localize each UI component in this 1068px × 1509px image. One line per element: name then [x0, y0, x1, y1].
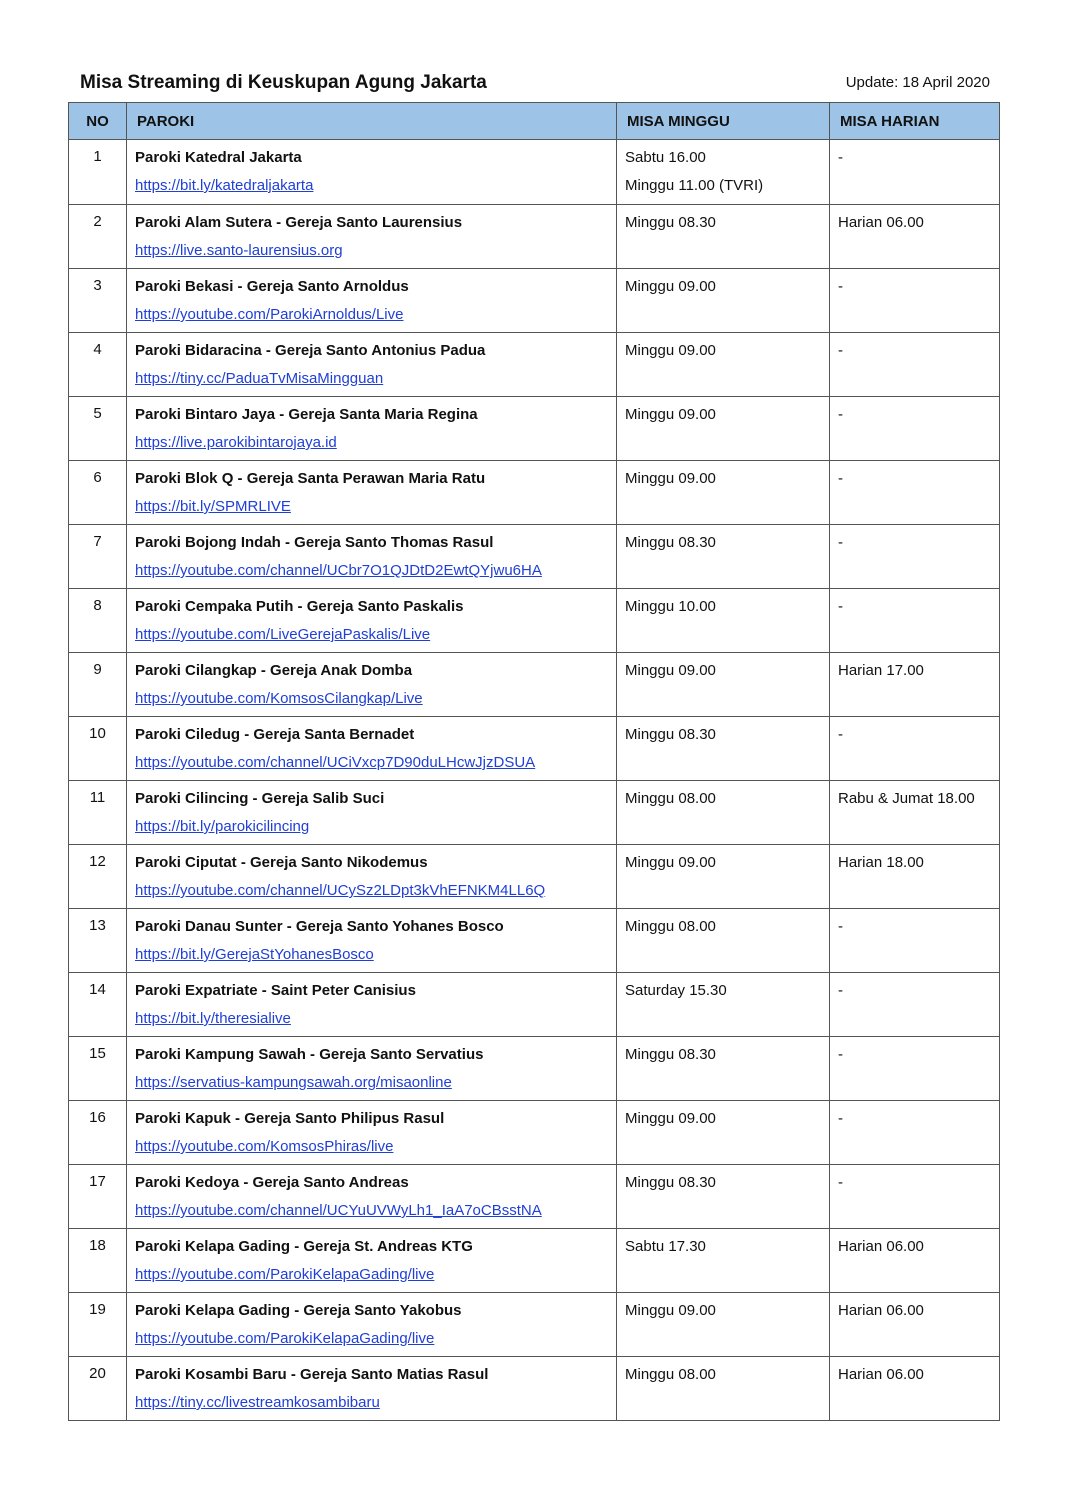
stream-link[interactable]: https://live.santo-laurensius.org	[135, 242, 343, 259]
misa-harian-cell	[830, 1165, 1000, 1229]
misa-harian-cell	[830, 781, 1000, 845]
table-row	[69, 717, 1000, 781]
paroki-name: Paroki Kapuk - Gereja Santo Philipus Rasul	[135, 1110, 445, 1127]
stream-link[interactable]: https://youtube.com/KomsosCilangkap/Live	[135, 690, 423, 707]
misa-minggu-cell	[617, 205, 830, 269]
row-number: 5	[69, 397, 127, 461]
misa-harian-cell	[830, 1101, 1000, 1165]
paroki-cell	[127, 845, 617, 909]
row-number: 14	[69, 973, 127, 1037]
table-row	[69, 589, 1000, 653]
paroki-name: Paroki Bojong Indah - Gereja Santo Thomas Rasul	[135, 534, 494, 551]
paroki-cell	[127, 397, 617, 461]
misa-minggu-time: Minggu 09.00	[625, 854, 716, 871]
paroki-cell	[127, 653, 617, 717]
misa-harian-time: -	[838, 1110, 843, 1127]
table-row	[69, 525, 1000, 589]
header-no: NO	[69, 103, 127, 140]
row-number: 18	[69, 1229, 127, 1293]
misa-harian-cell	[830, 397, 1000, 461]
misa-minggu-time: Sabtu 17.30	[625, 1238, 706, 1255]
row-number: 8	[69, 589, 127, 653]
header-misa-harian: MISA HARIAN	[830, 103, 1000, 140]
misa-streaming-table	[68, 102, 1000, 1421]
misa-harian-time: Harian 06.00	[838, 1302, 924, 1319]
row-number: 1	[69, 140, 127, 205]
paroki-cell	[127, 140, 617, 205]
paroki-name: Paroki Kelapa Gading - Gereja St. Andreas KTG	[135, 1238, 473, 1255]
misa-harian-cell	[830, 269, 1000, 333]
paroki-cell	[127, 589, 617, 653]
misa-minggu-cell	[617, 525, 830, 589]
stream-link[interactable]: https://bit.ly/theresialive	[135, 1010, 291, 1027]
row-number: 19	[69, 1293, 127, 1357]
row-number: 6	[69, 461, 127, 525]
paroki-cell	[127, 1101, 617, 1165]
misa-minggu-cell	[617, 461, 830, 525]
misa-minggu-time: Minggu 09.00	[625, 406, 716, 423]
stream-link[interactable]: https://youtube.com/ParokiKelapaGading/live	[135, 1266, 435, 1283]
misa-minggu-cell	[617, 973, 830, 1037]
header-misa-minggu: MISA MINGGU	[617, 103, 830, 140]
stream-link[interactable]: https://youtube.com/channel/UCYuUVWyLh1_IaA7oCBsstNA	[135, 1202, 542, 1219]
table-row	[69, 1357, 1000, 1421]
misa-minggu-cell	[617, 397, 830, 461]
paroki-cell	[127, 525, 617, 589]
row-number: 17	[69, 1165, 127, 1229]
misa-harian-time: -	[838, 278, 843, 295]
table-row	[69, 269, 1000, 333]
misa-minggu-cell	[617, 653, 830, 717]
paroki-name: Paroki Bidaracina - Gereja Santo Antonius Padua	[135, 342, 486, 359]
paroki-name: Paroki Danau Sunter - Gereja Santo Yohanes Bosco	[135, 918, 504, 935]
misa-minggu-cell	[617, 1357, 830, 1421]
misa-harian-time: -	[838, 470, 843, 487]
misa-harian-time: Harian 06.00	[838, 1238, 924, 1255]
misa-minggu-cell	[617, 269, 830, 333]
stream-link[interactable]: https://youtube.com/channel/UCySz2LDpt3kVhEFNKM4LL6Q	[135, 882, 546, 899]
paroki-name: Paroki Expatriate - Saint Peter Canisius	[135, 982, 416, 999]
table-row	[69, 397, 1000, 461]
stream-link[interactable]: https://youtube.com/channel/UCiVxcp7D90duLHcwJjzDSUA	[135, 754, 536, 771]
misa-harian-time: -	[838, 598, 843, 615]
paroki-name: Paroki Kampung Sawah - Gereja Santo Servatius	[135, 1046, 484, 1063]
misa-harian-time: Rabu & Jumat 18.00	[838, 790, 975, 807]
paroki-cell	[127, 1357, 617, 1421]
misa-harian-time: Harian 06.00	[838, 1366, 924, 1383]
paroki-cell	[127, 1229, 617, 1293]
misa-harian-cell	[830, 1229, 1000, 1293]
misa-minggu-cell	[617, 1037, 830, 1101]
row-number: 3	[69, 269, 127, 333]
stream-link[interactable]: https://servatius-kampungsawah.org/misaonline	[135, 1074, 452, 1091]
misa-harian-cell	[830, 461, 1000, 525]
stream-link[interactable]: https://bit.ly/katedraljakarta	[135, 177, 314, 194]
misa-harian-cell	[830, 589, 1000, 653]
misa-harian-cell	[830, 845, 1000, 909]
paroki-cell	[127, 781, 617, 845]
misa-minggu-time: Minggu 09.00	[625, 342, 716, 359]
misa-harian-time: -	[838, 149, 843, 166]
table-row	[69, 1293, 1000, 1357]
paroki-name: Paroki Katedral Jakarta	[135, 149, 302, 166]
table-row	[69, 1037, 1000, 1101]
misa-minggu-cell	[617, 781, 830, 845]
paroki-cell	[127, 333, 617, 397]
misa-minggu-time: Minggu 09.00	[625, 470, 716, 487]
row-number: 20	[69, 1357, 127, 1421]
misa-minggu-time: Minggu 08.00	[625, 1366, 716, 1383]
table-row	[69, 781, 1000, 845]
misa-minggu-cell	[617, 333, 830, 397]
row-number: 9	[69, 653, 127, 717]
row-number: 4	[69, 333, 127, 397]
misa-minggu-time: Minggu 08.30	[625, 726, 716, 743]
paroki-cell	[127, 205, 617, 269]
misa-harian-time: -	[838, 982, 843, 999]
misa-minggu-cell	[617, 140, 830, 205]
table-row	[69, 845, 1000, 909]
misa-harian-cell	[830, 973, 1000, 1037]
misa-minggu-time: Minggu 08.30	[625, 214, 716, 231]
misa-harian-cell	[830, 1037, 1000, 1101]
paroki-cell	[127, 909, 617, 973]
row-number: 15	[69, 1037, 127, 1101]
misa-harian-time: Harian 18.00	[838, 854, 924, 871]
row-number: 12	[69, 845, 127, 909]
paroki-cell	[127, 1293, 617, 1357]
row-number: 16	[69, 1101, 127, 1165]
row-number: 13	[69, 909, 127, 973]
paroki-cell	[127, 1165, 617, 1229]
paroki-cell	[127, 269, 617, 333]
misa-minggu-time: Minggu 08.30	[625, 534, 716, 551]
misa-minggu-cell	[617, 589, 830, 653]
paroki-name: Paroki Blok Q - Gereja Santa Perawan Maria Ratu	[135, 470, 486, 487]
misa-minggu-cell	[617, 909, 830, 973]
update-date: Update: 18 April 2020	[845, 74, 990, 91]
misa-minggu-time: Minggu 08.30	[625, 1046, 716, 1063]
misa-harian-cell	[830, 717, 1000, 781]
misa-minggu-time: Minggu 09.00	[625, 1110, 716, 1127]
paroki-name: Paroki Cilincing - Gereja Salib Suci	[135, 790, 385, 807]
table-row	[69, 1229, 1000, 1293]
stream-link[interactable]: https://bit.ly/parokicilincing	[135, 818, 310, 835]
misa-harian-cell	[830, 525, 1000, 589]
stream-link[interactable]: https://youtube.com/ParokiKelapaGading/live	[135, 1330, 435, 1347]
misa-harian-cell	[830, 333, 1000, 397]
misa-harian-time: Harian 06.00	[838, 214, 924, 231]
misa-harian-cell	[830, 140, 1000, 205]
misa-minggu-time: Saturday 15.30	[625, 982, 727, 999]
paroki-name: Paroki Kosambi Baru - Gereja Santo Matias Rasul	[135, 1366, 489, 1383]
misa-harian-time: Harian 17.00	[838, 662, 924, 679]
document-title: Misa Streaming di Keuskupan Agung Jakarta	[80, 72, 487, 93]
paroki-name: Paroki Bekasi - Gereja Santo Arnoldus	[135, 278, 409, 295]
paroki-cell	[127, 461, 617, 525]
stream-link[interactable]: https://tiny.cc/livestreamkosambibaru	[135, 1394, 380, 1411]
stream-link[interactable]: https://tiny.cc/PaduaTvMisaMingguan	[135, 370, 384, 387]
paroki-name: Paroki Cempaka Putih - Gereja Santo Paskalis	[135, 598, 464, 615]
misa-minggu-cell	[617, 717, 830, 781]
misa-minggu-cell	[617, 1293, 830, 1357]
misa-minggu-time: Minggu 09.00	[625, 278, 716, 295]
misa-minggu-cell	[617, 1229, 830, 1293]
paroki-name: Paroki Kedoya - Gereja Santo Andreas	[135, 1174, 409, 1191]
misa-harian-cell	[830, 1357, 1000, 1421]
table-row	[69, 205, 1000, 269]
misa-minggu-cell	[617, 845, 830, 909]
table-row	[69, 653, 1000, 717]
misa-harian-time: -	[838, 1174, 843, 1191]
misa-minggu-time: Minggu 09.00	[625, 1302, 716, 1319]
paroki-cell	[127, 1037, 617, 1101]
stream-link[interactable]: https://live.parokibintarojaya.id	[135, 434, 337, 451]
stream-link[interactable]: https://youtube.com/channel/UCbr7O1QJDtD2EwtQYjwu6HA	[135, 562, 542, 579]
table-row	[69, 1101, 1000, 1165]
misa-minggu-time: Minggu 08.00	[625, 790, 716, 807]
paroki-cell	[127, 973, 617, 1037]
row-number: 10	[69, 717, 127, 781]
paroki-cell	[127, 717, 617, 781]
stream-link[interactable]: https://youtube.com/LiveGerejaPaskalis/Live	[135, 626, 431, 643]
table-row	[69, 973, 1000, 1037]
misa-minggu-time: Minggu 08.00	[625, 918, 716, 935]
misa-harian-time: -	[838, 918, 843, 935]
row-number: 11	[69, 781, 127, 845]
misa-minggu-time: Minggu 11.00 (TVRI)	[625, 177, 764, 194]
table-row	[69, 1165, 1000, 1229]
misa-harian-cell	[830, 205, 1000, 269]
misa-harian-time: -	[838, 1046, 843, 1063]
paroki-name: Paroki Alam Sutera - Gereja Santo Laurensius	[135, 214, 463, 231]
paroki-name: Paroki Cilangkap - Gereja Anak Domba	[135, 662, 413, 679]
stream-link[interactable]: https://bit.ly/SPMRLIVE	[135, 498, 291, 515]
misa-harian-cell	[830, 653, 1000, 717]
misa-harian-cell	[830, 909, 1000, 973]
paroki-name: Paroki Kelapa Gading - Gereja Santo Yakobus	[135, 1302, 462, 1319]
header-paroki: PAROKI	[127, 103, 617, 140]
misa-harian-time: -	[838, 534, 843, 551]
misa-minggu-time: Minggu 10.00	[625, 598, 716, 615]
row-number: 7	[69, 525, 127, 589]
misa-harian-time: -	[838, 406, 843, 423]
table-row	[69, 140, 1000, 205]
misa-minggu-cell	[617, 1165, 830, 1229]
row-number: 2	[69, 205, 127, 269]
stream-link[interactable]: https://bit.ly/GerejaStYohanesBosco	[135, 946, 374, 963]
table-row	[69, 461, 1000, 525]
misa-harian-time: -	[838, 342, 843, 359]
misa-minggu-time: Minggu 09.00	[625, 662, 716, 679]
paroki-name: Paroki Ciputat - Gereja Santo Nikodemus	[135, 854, 428, 871]
misa-harian-cell	[830, 1293, 1000, 1357]
misa-minggu-time: Minggu 08.30	[625, 1174, 716, 1191]
table-header-row	[69, 103, 1000, 140]
misa-minggu-time: Sabtu 16.00	[625, 149, 706, 166]
table-row	[69, 333, 1000, 397]
paroki-name: Paroki Ciledug - Gereja Santa Bernadet	[135, 726, 415, 743]
misa-harian-time: -	[838, 726, 843, 743]
table-row	[69, 909, 1000, 973]
stream-link[interactable]: https://youtube.com/ParokiArnoldus/Live	[135, 306, 404, 323]
misa-minggu-cell	[617, 1101, 830, 1165]
paroki-name: Paroki Bintaro Jaya - Gereja Santa Maria Regina	[135, 406, 478, 423]
stream-link[interactable]: https://youtube.com/KomsosPhiras/live	[135, 1138, 394, 1155]
